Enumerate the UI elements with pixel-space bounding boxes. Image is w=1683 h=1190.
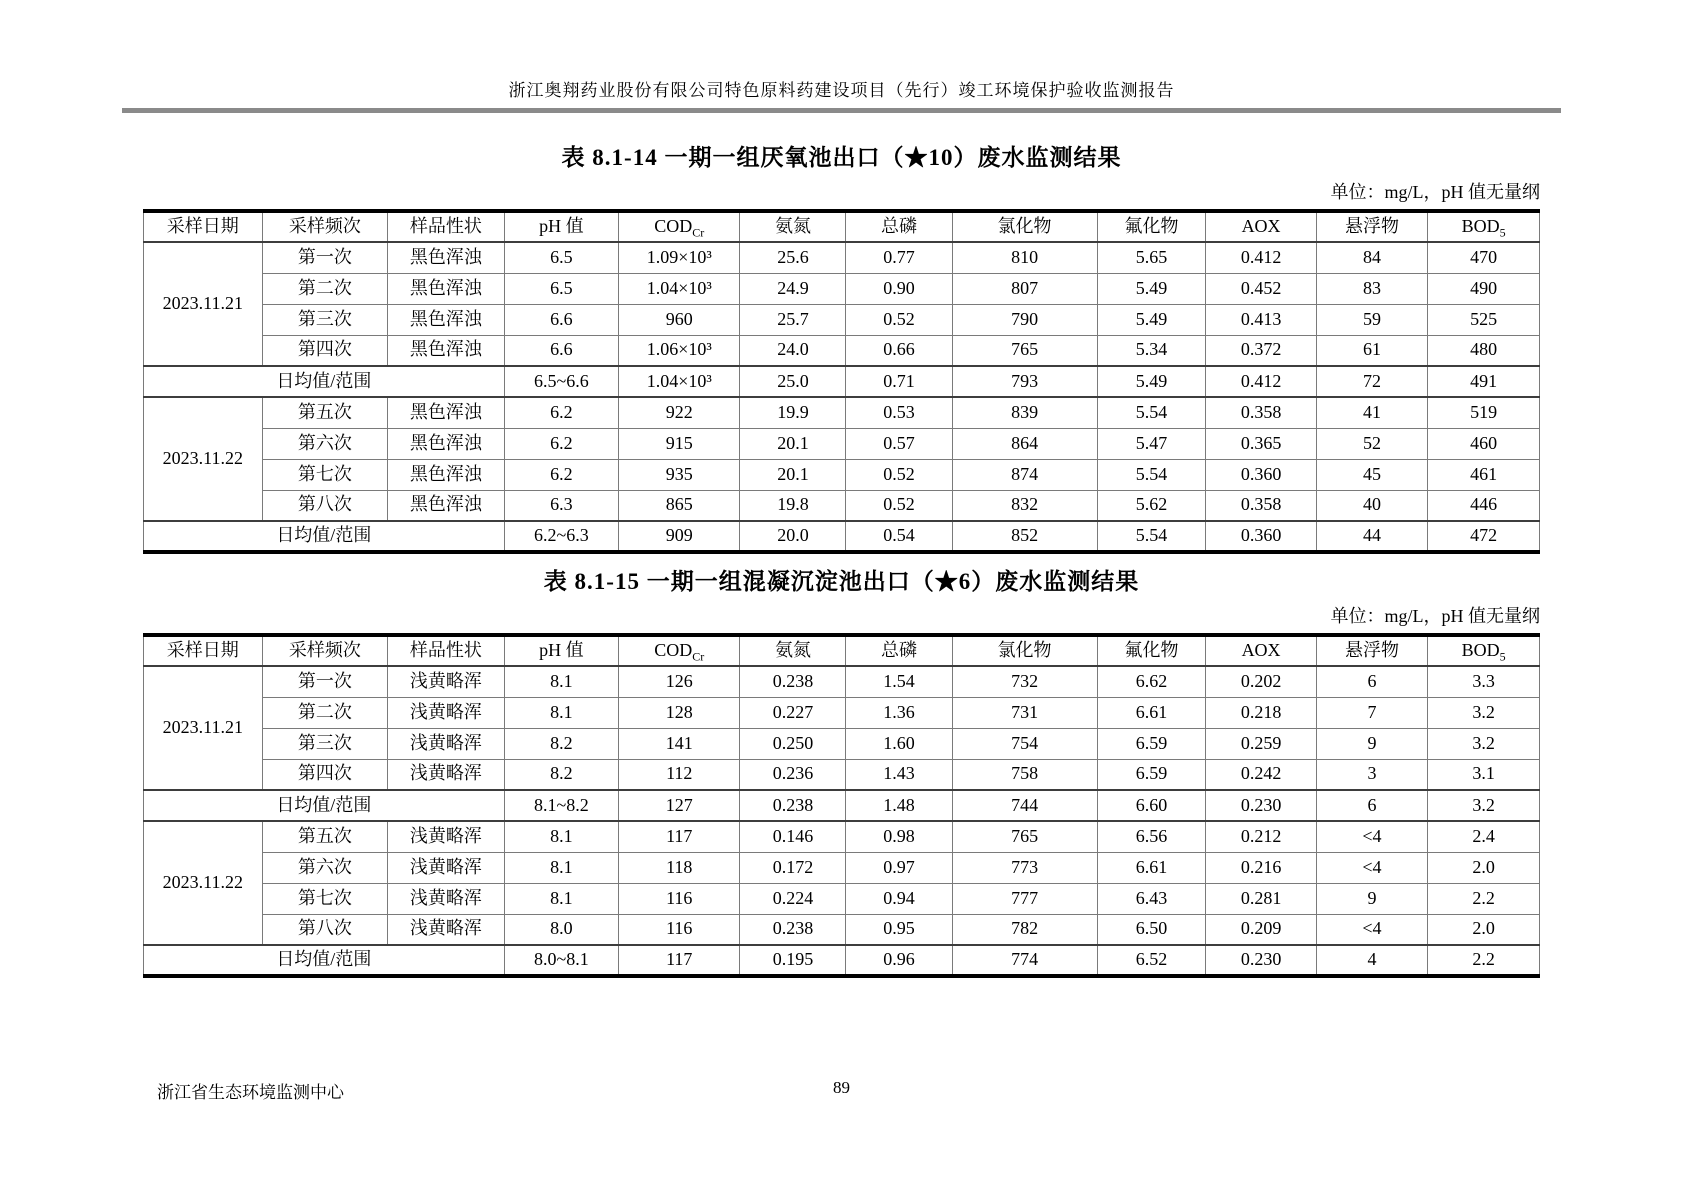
- value-cell: 7: [1316, 697, 1428, 728]
- value-cell: 0.94: [846, 883, 952, 914]
- value-cell: 777: [952, 883, 1097, 914]
- value-cell: 865: [619, 490, 740, 521]
- average-value-cell: 909: [619, 521, 740, 552]
- value-cell: 24.0: [740, 335, 846, 366]
- value-cell: 6.61: [1097, 852, 1206, 883]
- value-cell: 5.54: [1097, 459, 1206, 490]
- daily-average-label-cell: 日均值/范围: [144, 366, 505, 397]
- value-cell: 8.1: [504, 852, 618, 883]
- value-cell: <4: [1316, 852, 1428, 883]
- value-cell: 519: [1428, 397, 1540, 428]
- average-value-cell: 8.0~8.1: [504, 945, 618, 976]
- column-header: AOX: [1206, 211, 1316, 242]
- document-header: [122, 0, 1561, 113]
- value-cell: 0.52: [846, 304, 952, 335]
- page-content: [143, 139, 1540, 978]
- value-cell: 446: [1428, 490, 1540, 521]
- value-cell: 3: [1316, 759, 1428, 790]
- value-cell: 810: [952, 242, 1097, 273]
- average-value-cell: 0.54: [846, 521, 952, 552]
- value-cell: 25.6: [740, 242, 846, 273]
- value-cell: 0.372: [1206, 335, 1316, 366]
- column-header: 氟化物: [1097, 635, 1206, 666]
- value-cell: 839: [952, 397, 1097, 428]
- value-cell: 935: [619, 459, 740, 490]
- value-cell: 第五次: [262, 821, 388, 852]
- column-header: $BOD_5$: [1428, 211, 1540, 242]
- value-cell: 0.259: [1206, 728, 1316, 759]
- average-value-cell: 0.360: [1206, 521, 1316, 552]
- value-cell: 6.5: [504, 242, 618, 273]
- wastewater-monitoring-table-2: [143, 633, 1540, 978]
- value-cell: 第二次: [262, 273, 388, 304]
- value-cell: 6.6: [504, 304, 618, 335]
- table-2-title: 表 8.1-15 一期一组混凝沉淀池出口（★6）废水监测结果: [543, 569, 1140, 594]
- value-cell: 第一次: [262, 666, 388, 697]
- value-cell: 5.47: [1097, 428, 1206, 459]
- value-cell: 0.358: [1206, 490, 1316, 521]
- value-cell: 1.54: [846, 666, 952, 697]
- daily-average-row: [144, 521, 1540, 552]
- value-cell: 第七次: [262, 883, 388, 914]
- value-cell: 754: [952, 728, 1097, 759]
- value-cell: 0.146: [740, 821, 846, 852]
- value-cell: 490: [1428, 273, 1540, 304]
- value-cell: 第八次: [262, 914, 388, 945]
- column-header: 氯化物: [952, 635, 1097, 666]
- average-value-cell: 5.49: [1097, 366, 1206, 397]
- column-header: 总磷: [846, 635, 952, 666]
- daily-average-label-cell: 日均值/范围: [144, 945, 505, 976]
- value-cell: 8.1: [504, 697, 618, 728]
- average-value-cell: 25.0: [740, 366, 846, 397]
- daily-average-label-cell: 日均值/范围: [144, 790, 505, 821]
- value-cell: 1.04×10³: [619, 273, 740, 304]
- value-cell: 0.218: [1206, 697, 1316, 728]
- value-cell: 浅黄略浑: [388, 821, 505, 852]
- value-cell: <4: [1316, 914, 1428, 945]
- data-row: [144, 852, 1540, 883]
- value-cell: 19.8: [740, 490, 846, 521]
- value-cell: 第三次: [262, 728, 388, 759]
- value-cell: 0.358: [1206, 397, 1316, 428]
- value-cell: 0.53: [846, 397, 952, 428]
- value-cell: 83: [1316, 273, 1428, 304]
- value-cell: 915: [619, 428, 740, 459]
- value-cell: 141: [619, 728, 740, 759]
- average-value-cell: 852: [952, 521, 1097, 552]
- value-cell: 第四次: [262, 759, 388, 790]
- value-cell: 6.2: [504, 459, 618, 490]
- average-value-cell: 2.2: [1428, 945, 1540, 976]
- value-cell: 黑色浑浊: [388, 273, 505, 304]
- average-value-cell: 6.2~6.3: [504, 521, 618, 552]
- average-value-cell: 0.238: [740, 790, 846, 821]
- value-cell: 0.227: [740, 697, 846, 728]
- value-cell: 0.98: [846, 821, 952, 852]
- value-cell: 8.0: [504, 914, 618, 945]
- value-cell: 61: [1316, 335, 1428, 366]
- value-cell: 5.49: [1097, 304, 1206, 335]
- average-value-cell: 3.2: [1428, 790, 1540, 821]
- data-row: [144, 821, 1540, 852]
- value-cell: 黑色浑浊: [388, 490, 505, 521]
- table-1-unit-note: 单位：mg/L，pH 值无量纲: [1330, 182, 1540, 202]
- value-cell: 浅黄略浑: [388, 728, 505, 759]
- column-header: $BOD_5$: [1428, 635, 1540, 666]
- average-value-cell: 127: [619, 790, 740, 821]
- sample-date-cell: 2023.11.21: [144, 666, 263, 790]
- value-cell: 0.236: [740, 759, 846, 790]
- value-cell: 126: [619, 666, 740, 697]
- value-cell: 0.52: [846, 490, 952, 521]
- value-cell: 第二次: [262, 697, 388, 728]
- column-header: 样品性状: [388, 635, 505, 666]
- value-cell: 0.216: [1206, 852, 1316, 883]
- value-cell: 8.1: [504, 666, 618, 697]
- data-row: [144, 490, 1540, 521]
- value-cell: 第七次: [262, 459, 388, 490]
- value-cell: 773: [952, 852, 1097, 883]
- value-cell: <4: [1316, 821, 1428, 852]
- data-row: [144, 728, 1540, 759]
- value-cell: 1.43: [846, 759, 952, 790]
- value-cell: 第四次: [262, 335, 388, 366]
- value-cell: 0.365: [1206, 428, 1316, 459]
- column-header: $COD_{Cr}$: [619, 211, 740, 242]
- value-cell: 112: [619, 759, 740, 790]
- value-cell: 5.65: [1097, 242, 1206, 273]
- value-cell: 922: [619, 397, 740, 428]
- average-value-cell: 0.71: [846, 366, 952, 397]
- value-cell: 6: [1316, 666, 1428, 697]
- header-row: [144, 635, 1540, 666]
- value-cell: 第六次: [262, 428, 388, 459]
- column-header: $COD_{Cr}$: [619, 635, 740, 666]
- value-cell: 6.50: [1097, 914, 1206, 945]
- value-cell: 525: [1428, 304, 1540, 335]
- value-cell: 第五次: [262, 397, 388, 428]
- value-cell: 3.3: [1428, 666, 1540, 697]
- value-cell: 黑色浑浊: [388, 428, 505, 459]
- value-cell: 2.4: [1428, 821, 1540, 852]
- data-row: [144, 273, 1540, 304]
- value-cell: 0.250: [740, 728, 846, 759]
- column-header: pH 值: [504, 635, 618, 666]
- value-cell: 732: [952, 666, 1097, 697]
- value-cell: 460: [1428, 428, 1540, 459]
- value-cell: 6.3: [504, 490, 618, 521]
- column-header: 悬浮物: [1316, 635, 1428, 666]
- value-cell: 3.2: [1428, 697, 1540, 728]
- value-cell: 20.1: [740, 428, 846, 459]
- table-1-title: 表 8.1-14 一期一组厌氧池出口（★10）废水监测结果: [561, 145, 1122, 170]
- value-cell: 0.90: [846, 273, 952, 304]
- value-cell: 480: [1428, 335, 1540, 366]
- average-value-cell: 6.52: [1097, 945, 1206, 976]
- value-cell: 第一次: [262, 242, 388, 273]
- value-cell: 0.52: [846, 459, 952, 490]
- value-cell: 0.224: [740, 883, 846, 914]
- data-row: [144, 759, 1540, 790]
- footer-page-number: 89: [833, 1078, 850, 1097]
- value-cell: 807: [952, 273, 1097, 304]
- daily-average-label-cell: 日均值/范围: [144, 521, 505, 552]
- value-cell: 浅黄略浑: [388, 852, 505, 883]
- value-cell: 0.242: [1206, 759, 1316, 790]
- value-cell: 1.36: [846, 697, 952, 728]
- value-cell: 24.9: [740, 273, 846, 304]
- value-cell: 19.9: [740, 397, 846, 428]
- value-cell: 0.57: [846, 428, 952, 459]
- value-cell: 1.06×10³: [619, 335, 740, 366]
- header-row: [144, 211, 1540, 242]
- value-cell: 0.97: [846, 852, 952, 883]
- value-cell: 116: [619, 914, 740, 945]
- value-cell: 8.2: [504, 759, 618, 790]
- data-row: [144, 242, 1540, 273]
- value-cell: 470: [1428, 242, 1540, 273]
- average-value-cell: 4: [1316, 945, 1428, 976]
- value-cell: 浅黄略浑: [388, 883, 505, 914]
- value-cell: 0.412: [1206, 242, 1316, 273]
- value-cell: 41: [1316, 397, 1428, 428]
- average-value-cell: 1.04×10³: [619, 366, 740, 397]
- column-header: 采样频次: [262, 211, 388, 242]
- sample-date-cell: 2023.11.22: [144, 821, 263, 945]
- value-cell: 0.360: [1206, 459, 1316, 490]
- value-cell: 黑色浑浊: [388, 242, 505, 273]
- value-cell: 52: [1316, 428, 1428, 459]
- data-row: [144, 335, 1540, 366]
- value-cell: 1.09×10³: [619, 242, 740, 273]
- value-cell: 6.43: [1097, 883, 1206, 914]
- value-cell: 黑色浑浊: [388, 397, 505, 428]
- value-cell: 128: [619, 697, 740, 728]
- value-cell: 0.212: [1206, 821, 1316, 852]
- value-cell: 2.2: [1428, 883, 1540, 914]
- value-cell: 2.0: [1428, 914, 1540, 945]
- sample-date-cell: 2023.11.22: [144, 397, 263, 521]
- column-header: AOX: [1206, 635, 1316, 666]
- footer-organization: 浙江省生态环境监测中心: [157, 1083, 344, 1102]
- average-value-cell: 0.230: [1206, 945, 1316, 976]
- column-header: 氟化物: [1097, 211, 1206, 242]
- value-cell: 0.77: [846, 242, 952, 273]
- average-value-cell: 8.1~8.2: [504, 790, 618, 821]
- value-cell: 2.0: [1428, 852, 1540, 883]
- daily-average-row: [144, 945, 1540, 976]
- sample-date-cell: 2023.11.21: [144, 242, 263, 366]
- value-cell: 790: [952, 304, 1097, 335]
- value-cell: 765: [952, 335, 1097, 366]
- average-value-cell: 472: [1428, 521, 1540, 552]
- value-cell: 6.59: [1097, 728, 1206, 759]
- average-value-cell: 44: [1316, 521, 1428, 552]
- table-2-unit-note: 单位：mg/L，pH 值无量纲: [1330, 606, 1540, 626]
- value-cell: 浅黄略浑: [388, 697, 505, 728]
- average-value-cell: 1.48: [846, 790, 952, 821]
- value-cell: 874: [952, 459, 1097, 490]
- value-cell: 0.238: [740, 914, 846, 945]
- value-cell: 25.7: [740, 304, 846, 335]
- value-cell: 461: [1428, 459, 1540, 490]
- report-title: 浙江奥翔药业股份有限公司特色原料药建设项目（先行）竣工环境保护验收监测报告: [508, 81, 1175, 100]
- value-cell: 5.34: [1097, 335, 1206, 366]
- average-value-cell: 491: [1428, 366, 1540, 397]
- value-cell: 59: [1316, 304, 1428, 335]
- value-cell: 765: [952, 821, 1097, 852]
- value-cell: 6.2: [504, 428, 618, 459]
- value-cell: 黑色浑浊: [388, 459, 505, 490]
- column-header: 总磷: [846, 211, 952, 242]
- column-header: pH 值: [504, 211, 618, 242]
- value-cell: 40: [1316, 490, 1428, 521]
- value-cell: 9: [1316, 883, 1428, 914]
- value-cell: 3.2: [1428, 728, 1540, 759]
- value-cell: 浅黄略浑: [388, 759, 505, 790]
- column-header: 采样日期: [144, 635, 263, 666]
- average-value-cell: 6.60: [1097, 790, 1206, 821]
- average-value-cell: 5.54: [1097, 521, 1206, 552]
- average-value-cell: 0.195: [740, 945, 846, 976]
- average-value-cell: 72: [1316, 366, 1428, 397]
- value-cell: 5.62: [1097, 490, 1206, 521]
- value-cell: 45: [1316, 459, 1428, 490]
- value-cell: 0.281: [1206, 883, 1316, 914]
- value-cell: 1.60: [846, 728, 952, 759]
- average-value-cell: 117: [619, 945, 740, 976]
- average-value-cell: 0.96: [846, 945, 952, 976]
- value-cell: 5.54: [1097, 397, 1206, 428]
- value-cell: 0.452: [1206, 273, 1316, 304]
- value-cell: 8.1: [504, 883, 618, 914]
- value-cell: 3.1: [1428, 759, 1540, 790]
- average-value-cell: 744: [952, 790, 1097, 821]
- column-header: 采样日期: [144, 211, 263, 242]
- value-cell: 6.2: [504, 397, 618, 428]
- column-header: 悬浮物: [1316, 211, 1428, 242]
- daily-average-row: [144, 790, 1540, 821]
- value-cell: 6.5: [504, 273, 618, 304]
- value-cell: 6.6: [504, 335, 618, 366]
- value-cell: 117: [619, 821, 740, 852]
- value-cell: 0.95: [846, 914, 952, 945]
- value-cell: 0.66: [846, 335, 952, 366]
- value-cell: 浅黄略浑: [388, 666, 505, 697]
- value-cell: 8.2: [504, 728, 618, 759]
- value-cell: 116: [619, 883, 740, 914]
- value-cell: 第八次: [262, 490, 388, 521]
- value-cell: 6.56: [1097, 821, 1206, 852]
- value-cell: 864: [952, 428, 1097, 459]
- value-cell: 9: [1316, 728, 1428, 759]
- value-cell: 6.61: [1097, 697, 1206, 728]
- data-row: [144, 914, 1540, 945]
- wastewater-monitoring-table-1: [143, 209, 1540, 554]
- column-header: 氯化物: [952, 211, 1097, 242]
- value-cell: 6.62: [1097, 666, 1206, 697]
- average-value-cell: 0.230: [1206, 790, 1316, 821]
- column-header: 氨氮: [740, 635, 846, 666]
- average-value-cell: 774: [952, 945, 1097, 976]
- value-cell: 黑色浑浊: [388, 335, 505, 366]
- average-value-cell: 20.0: [740, 521, 846, 552]
- data-row: [144, 697, 1540, 728]
- value-cell: 第三次: [262, 304, 388, 335]
- value-cell: 84: [1316, 242, 1428, 273]
- value-cell: 0.413: [1206, 304, 1316, 335]
- value-cell: 758: [952, 759, 1097, 790]
- average-value-cell: 6.5~6.6: [504, 366, 618, 397]
- value-cell: 782: [952, 914, 1097, 945]
- data-row: [144, 428, 1540, 459]
- data-row: [144, 397, 1540, 428]
- data-row: [144, 666, 1540, 697]
- value-cell: 960: [619, 304, 740, 335]
- value-cell: 118: [619, 852, 740, 883]
- data-row: [144, 304, 1540, 335]
- value-cell: 0.238: [740, 666, 846, 697]
- column-header: 氨氮: [740, 211, 846, 242]
- data-row: [144, 459, 1540, 490]
- column-header: 采样频次: [262, 635, 388, 666]
- average-value-cell: 0.412: [1206, 366, 1316, 397]
- value-cell: 黑色浑浊: [388, 304, 505, 335]
- value-cell: 20.1: [740, 459, 846, 490]
- value-cell: 第六次: [262, 852, 388, 883]
- column-header: 样品性状: [388, 211, 505, 242]
- value-cell: 浅黄略浑: [388, 914, 505, 945]
- value-cell: 0.209: [1206, 914, 1316, 945]
- average-value-cell: 6: [1316, 790, 1428, 821]
- value-cell: 6.59: [1097, 759, 1206, 790]
- value-cell: 5.49: [1097, 273, 1206, 304]
- value-cell: 8.1: [504, 821, 618, 852]
- value-cell: 731: [952, 697, 1097, 728]
- daily-average-row: [144, 366, 1540, 397]
- value-cell: 832: [952, 490, 1097, 521]
- value-cell: 0.202: [1206, 666, 1316, 697]
- value-cell: 0.172: [740, 852, 846, 883]
- data-row: [144, 883, 1540, 914]
- average-value-cell: 793: [952, 366, 1097, 397]
